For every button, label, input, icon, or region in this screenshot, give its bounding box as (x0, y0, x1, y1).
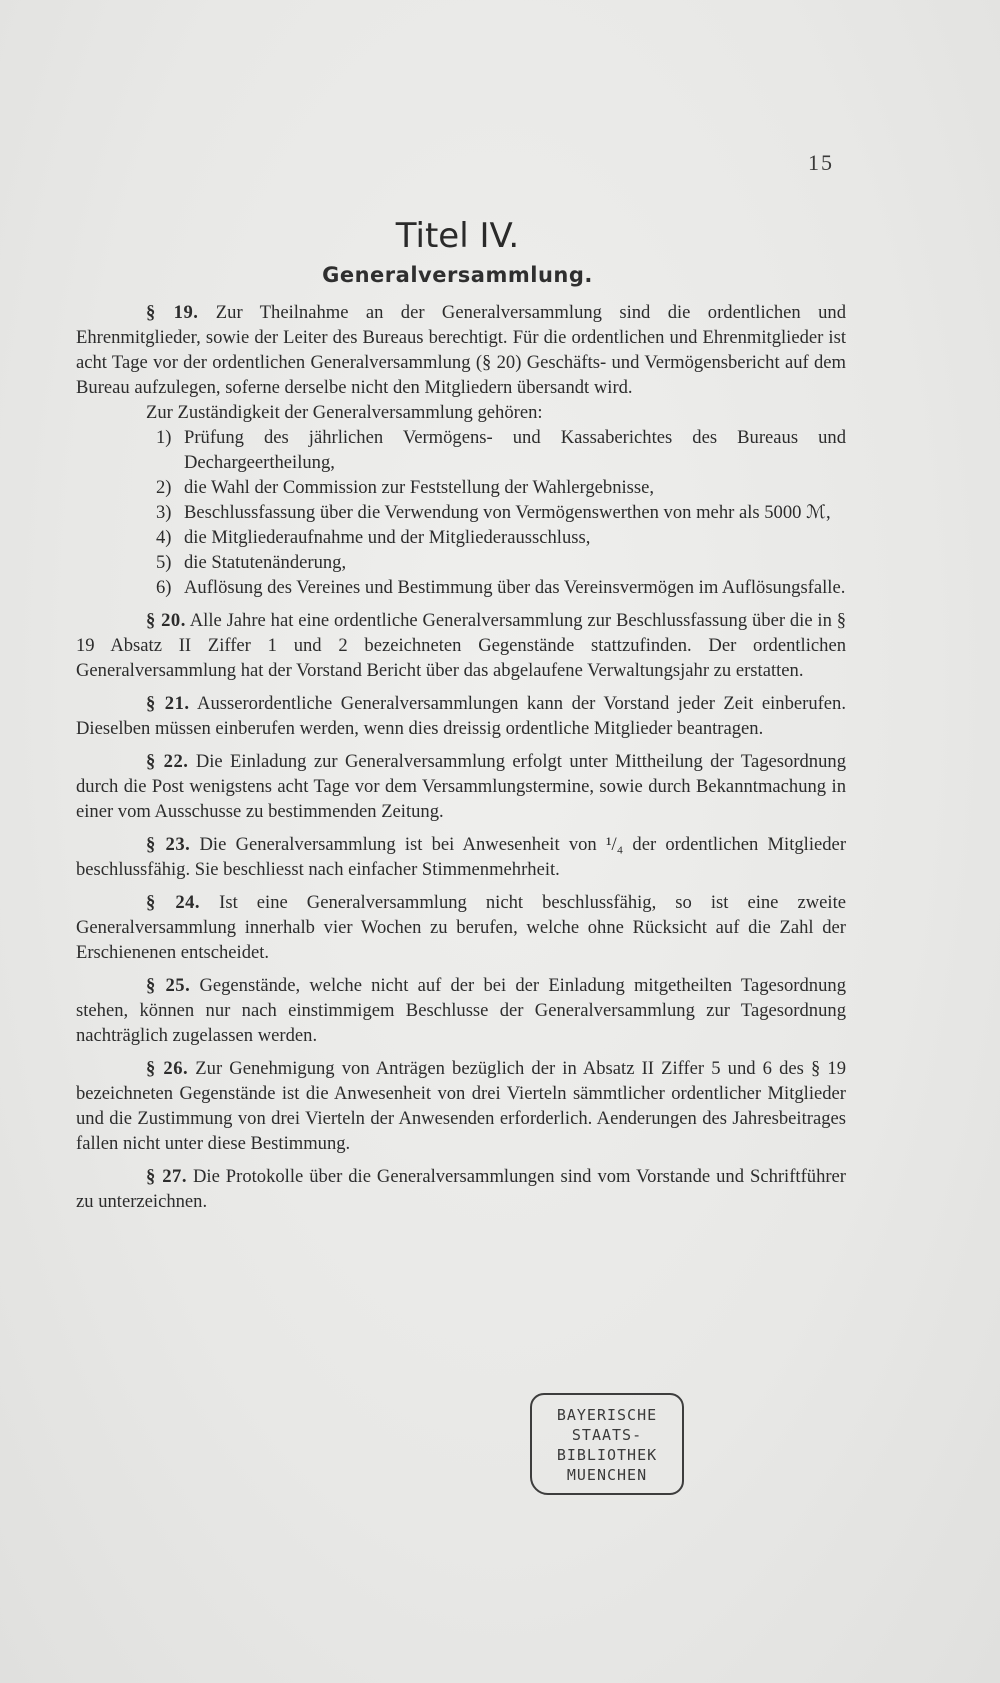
paragraph-24 (76, 890, 846, 965)
list-item (76, 525, 846, 550)
paragraph-text: Zur Theilnahme an der Generalversammlung sind die ordentlichen und Ehrenmitglieder, sowie der Leiter des Bureaus berechtigt. Für die ordentlichen und Ehrenmitglieder ist acht Tage vor der ordentlichen Generalversammlung (§ 20) Geschäfts- und Vermögensbericht auf dem Bureau aufzulegen, soferne derselbe nicht den Mitgliedern übersandt wird. (76, 302, 846, 398)
paragraph-text: Gegenstände, welche nicht auf der bei der Einladung mitgetheilten Tagesordnung stehen, können nur nach einstimmigem Beschlusse der Generalversammlung zur Tagesordnung nachträglich zugelassen werden. (76, 975, 846, 1046)
paragraph-19 (76, 300, 846, 400)
section-number: § 25. (146, 975, 191, 996)
stamp-line: BIBLIOTHEK (556, 1446, 658, 1464)
list-item-text: Prüfung des jährlichen Vermögens- und Kassaberichtes des Bureaus und Dechargeertheilung, (184, 427, 846, 473)
list-item (76, 550, 846, 575)
section-number: § 24. (146, 892, 201, 913)
paragraph-text: Zur Genehmigung von Anträgen bezüglich der in Absatz II Ziffer 5 und 6 des § 19 bezeichneten Gegenstände ist die Anwesenheit von drei Vierteln sämmtlicher ordentlicher Mitglieder und die Zustimmung von drei Vierteln der Anwesenden erforderlich. Aenderungen des Jahresbeitrages fallen nicht unter diese Bestimmung. (76, 1058, 846, 1154)
stamp-line: STAATS- (571, 1426, 643, 1444)
paragraph-21 (76, 691, 846, 741)
paragraph-text: Ausserordentliche Generalversammlungen kann der Vorstand jeder Zeit einberufen. Dieselben müssen einberufen werden, wenn dies dreissig ordentliche Mitglieder beantragen. (76, 693, 847, 739)
list-item (76, 575, 846, 600)
list-number: 6) (156, 577, 172, 598)
paragraph-text: Die Einladung zur Generalversammlung erfolgt unter Mittheilung der Tagesordnung durch die Post wenigstens acht Tage vor dem Versammlungstermine, sowie durch Bekanntmachung in einer vom Ausschusse zu bestimmenden Zeitung. (76, 751, 846, 822)
section-number: § 22. (146, 751, 189, 772)
list-item-text: die Statutenänderung, (184, 552, 347, 573)
paragraph-text: Die Generalversammlung ist bei Anwesenheit von ¹/₄ der ordentlichen Mitglieder beschlussfähig. Sie beschliesst nach einfacher Stimmenmehrheit. (76, 834, 847, 880)
paragraph-25 (76, 973, 846, 1048)
stamp-line: MUENCHEN (566, 1466, 648, 1484)
list-number: 2) (156, 477, 172, 498)
list-item-text: Auflösung des Vereines und Bestimmung über das Vereinsvermögen im Auflösungsfalle. (184, 577, 846, 598)
body-text (76, 300, 846, 1214)
page-number: 15 (808, 150, 834, 175)
paragraph-text: Die Protokolle über die Generalversammlungen sind vom Vorstande und Schriftführer zu unterzeichnen. (76, 1166, 847, 1212)
section-number: § 26. (146, 1058, 189, 1079)
list-item-text: Beschlussfassung über die Verwendung von Vermögenswerthen von mehr als 5000 ℳ, (184, 502, 831, 523)
paragraph-22 (76, 749, 846, 824)
list-intro (76, 400, 846, 425)
list-item (76, 425, 846, 475)
paragraph-text: Zur Zuständigkeit der Generalversammlung gehören: (146, 402, 543, 423)
section-number: § 27. (146, 1166, 188, 1187)
paragraph-20 (76, 608, 846, 683)
section-number: § 23. (146, 834, 191, 855)
list-item (76, 475, 846, 500)
paragraph-27 (76, 1164, 846, 1214)
paragraph-text: Alle Jahre hat eine ordentliche Generalversammlung zur Beschlussfassung über die in § 19 Absatz II Ziffer 1 und 2 bezeichneten Gegenstände stattzufinden. Der ordentlichen Generalversammlung hat der Vorstand Bericht über das abgelaufene Verwaltungsjahr zu erstatten. (76, 610, 847, 681)
paragraph-23 (76, 832, 846, 882)
competence-list (76, 425, 846, 600)
list-number: 1) (156, 427, 172, 448)
section-number: § 20. (146, 610, 186, 631)
chapter-title: Titel IV. (395, 216, 520, 256)
list-number: 3) (156, 502, 172, 523)
paragraph-26 (76, 1056, 846, 1156)
list-number: 4) (156, 527, 172, 548)
library-stamp (530, 1393, 684, 1495)
stamp-line: BAYERISCHE (556, 1406, 658, 1424)
list-item-text: die Mitgliederaufnahme und der Mitgliederausschluss, (184, 527, 591, 548)
section-number: § 19. (146, 302, 199, 323)
list-item (76, 500, 846, 525)
list-item-text: die Wahl der Commission zur Feststellung der Wahlergebnisse, (184, 477, 655, 498)
paragraph-text: Ist eine Generalversammlung nicht beschlussfähig, so ist eine zweite Generalversammlung innerhalb vier Wochen zu berufen, welche ohne Rücksicht auf die Zahl der Erschienenen entscheidet. (76, 892, 846, 963)
chapter-subtitle: Generalversammlung. (322, 263, 593, 287)
list-number: 5) (156, 552, 172, 573)
section-number: § 21. (146, 693, 190, 714)
